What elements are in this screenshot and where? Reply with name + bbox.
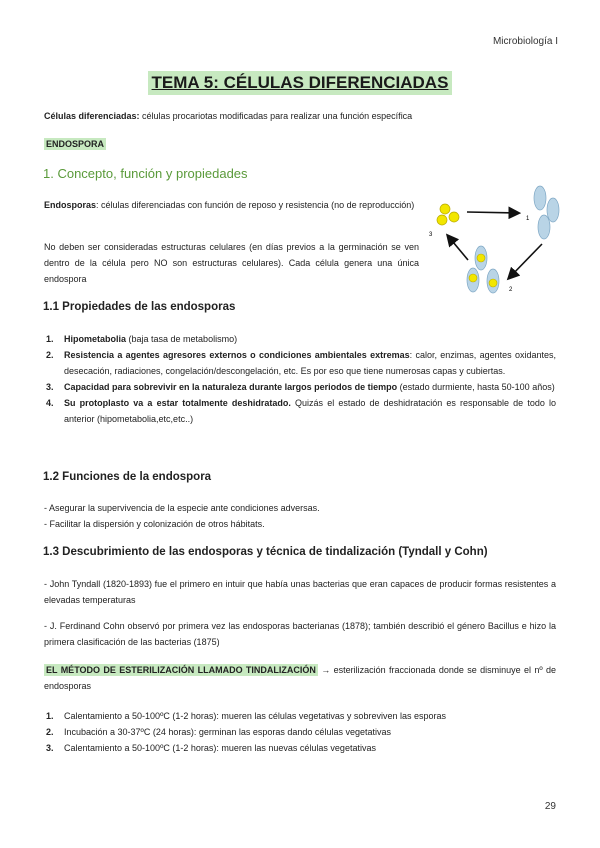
paragraph-tyndall: - John Tyndall (1820-1893) fue el primero en intuir que había unas bacterias que eran capaces de producir formas resistentes a elevadas temperaturas (44, 579, 556, 605)
free-spore (440, 204, 450, 214)
diagram-label-1: 1 (526, 216, 530, 222)
funcion-item: - Asegurar la supervivencia de la especie ante condiciones adversas. (44, 503, 320, 513)
metodo-arrow: → (317, 665, 334, 675)
paragraph-metodo (44, 662, 556, 694)
endosporas-term: Endosporas (44, 200, 97, 210)
endospore (489, 279, 497, 287)
diagram-label-2: 2 (509, 287, 513, 293)
list-item: 1. Hipometabolia (baja tasa de metabolismo) (46, 334, 238, 344)
title-wrap (0, 71, 600, 95)
metodo-text: esterilización fraccionada donde se disminuye el nº de endosporas (44, 665, 556, 691)
intro-text: células procariotas modificadas para realizar una función específica (139, 111, 413, 121)
endospore (477, 254, 485, 262)
propiedades-list (44, 331, 556, 427)
list-item: 3. Capacidad para sobrevivir en la naturaleza durante largos periodos de tiempo (estado durmiente, hasta 50-100 años) (46, 382, 555, 392)
diagram-label-3: 3 (429, 232, 433, 238)
endosporas-definition (44, 197, 419, 213)
heading-1-2: 1.2 Funciones de la endospora (43, 471, 212, 483)
list-item: 4. Su protoplasto va a estar totalmente deshidratado. Quizás el estado de deshidratación es responsable de todo lo anterior (hipometabolia,etc,etc..) (46, 398, 556, 424)
paragraph-cohn: - J. Ferdinand Cohn observó por primera vez las endosporas bacterianas (1878); también describió el género Bacillus e hizo la primera clasificación de las bacterias (1875) (44, 621, 556, 647)
pasos-list (44, 708, 556, 756)
section-tag (44, 136, 106, 152)
vegetative-cell (534, 186, 546, 210)
heading-1: 1. Concepto, función y propiedades (43, 166, 248, 181)
endospore-cycle-diagram (425, 180, 575, 300)
arrow-2-to-3 (448, 236, 468, 260)
page-number: 29 (544, 801, 556, 812)
funcion-item: - Facilitar la dispersión y colonización de otros hábitats. (44, 519, 265, 529)
page-title: TEMA 5: CÉLULAS DIFERENCIADAS (148, 71, 453, 95)
arrow-3-to-1 (467, 212, 518, 213)
list-item: 2. Resistencia a agentes agresores externos o condiciones ambientales extremas: calor, enzimas, agentes oxidantes, desecación, radiaciones, congelación/descongelación, etc. Es por eso que tiene numerosas capas y cubiertas. (46, 350, 556, 376)
metodo-highlight: EL MÉTODO DE ESTERILIZACIÓN LLAMADO TINDALIZACIÓN (46, 665, 316, 675)
section-tag-label: ENDOSPORA (46, 139, 105, 149)
intro-term: Células diferenciadas: (44, 111, 140, 121)
list-item: 2. Incubación a 30-37ºC (24 horas): germinan las esporas dando células vegetativas (46, 727, 391, 737)
free-spore (449, 212, 459, 222)
heading-1-1: 1.1 Propiedades de las endosporas (43, 301, 236, 313)
vegetative-cell (547, 198, 559, 222)
header-subject: Microbiología I (492, 36, 558, 47)
arrow-1-to-2 (509, 244, 542, 278)
endospore (469, 274, 477, 282)
list-item: 3. Calentamiento a 50-100ºC (1-2 horas): mueren las nuevas células vegetativas (46, 743, 376, 753)
intro-paragraph (44, 108, 412, 124)
vegetative-cell (538, 215, 550, 239)
paragraph-estructuras: No deben ser consideradas estructuras celulares (en días previos a la germinación se ven dentro de la célula pero NO son estructuras celulares). Cada célula genera una única endospora (44, 242, 419, 284)
free-spore (437, 215, 447, 225)
heading-1-3: 1.3 Descubrimiento de las endosporas y técnica de tindalización (Tyndall y Cohn) (43, 546, 488, 558)
list-item: 1. Calentamiento a 50-100ºC (1-2 horas): mueren las células vegetativas y sobreviven las esporas (46, 711, 446, 721)
endosporas-text: : células diferenciadas con función de reposo y resistencia (no de reproducción) (96, 200, 415, 210)
